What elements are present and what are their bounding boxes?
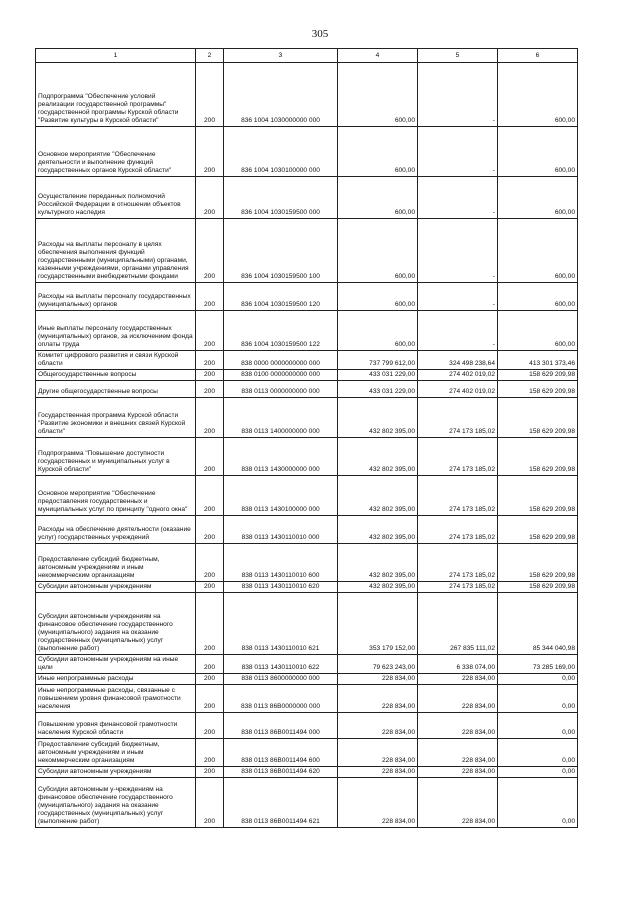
row-remainder-cell: 73 285 169,00: [498, 655, 578, 674]
row-planned-cell: 432 802 395,00: [338, 582, 418, 593]
row-name-cell: Другие общегосударственные вопросы: [36, 381, 196, 398]
row-grbs-cell: 200: [196, 351, 224, 370]
row-name-cell: Основное мероприятие "Обеспечение деятельности и выполнение функций государственных органов Курской области": [36, 127, 196, 177]
row-code-cell: 838 0113 1430110010 600: [224, 544, 338, 582]
row-planned-cell: 600,00: [338, 311, 418, 351]
row-code-cell: 836 1004 1030100000 000: [224, 127, 338, 177]
row-code-cell: 838 0000 0000000000 000: [224, 351, 338, 370]
row-planned-cell: 433 031 229,00: [338, 370, 418, 381]
table-row: [36, 516, 578, 544]
row-code-cell: 838 0113 1430110010 622: [224, 655, 338, 674]
row-name-cell: Иные непрограммные расходы, связанные с повышением уровня финансовой грамотности населения: [36, 685, 196, 713]
row-remainder-cell: 600,00: [498, 127, 578, 177]
row-planned-cell: 228 834,00: [338, 739, 418, 767]
row-remainder-cell: 600,00: [498, 311, 578, 351]
table-row: [36, 398, 578, 438]
header-cell: 6: [498, 49, 578, 63]
row-grbs-cell: 200: [196, 685, 224, 713]
row-remainder-cell: 158 629 209,98: [498, 582, 578, 593]
row-remainder-cell: 600,00: [498, 283, 578, 311]
row-remainder-cell: 0,00: [498, 739, 578, 767]
row-code-cell: 836 1004 1030159500 122: [224, 311, 338, 351]
row-name-cell: Повышение уровня финансовой грамотности населения Курской области: [36, 713, 196, 739]
table-row: [36, 63, 578, 127]
row-code-cell: 838 0113 1430000000 000: [224, 438, 338, 476]
row-executed-cell: -: [418, 63, 498, 127]
row-code-cell: 838 0113 86B0011494 600: [224, 739, 338, 767]
row-name-cell: Комитет цифрового развития и связи Курской области: [36, 351, 196, 370]
row-grbs-cell: 200: [196, 713, 224, 739]
row-remainder-cell: 158 629 209,98: [498, 438, 578, 476]
table-row: [36, 177, 578, 219]
row-executed-cell: 228 834,00: [418, 778, 498, 828]
table-row: [36, 351, 578, 370]
row-planned-cell: 600,00: [338, 177, 418, 219]
row-grbs-cell: 200: [196, 381, 224, 398]
table-row: [36, 582, 578, 593]
table-row: [36, 127, 578, 177]
row-executed-cell: 228 834,00: [418, 674, 498, 685]
row-remainder-cell: 600,00: [498, 219, 578, 283]
header-cell: 5: [418, 49, 498, 63]
table-row: [36, 674, 578, 685]
row-planned-cell: 600,00: [338, 219, 418, 283]
row-planned-cell: 433 031 229,00: [338, 381, 418, 398]
row-grbs-cell: 200: [196, 283, 224, 311]
row-executed-cell: 228 834,00: [418, 713, 498, 739]
row-name-cell: Субсидии автономным учреждениям на иные цели: [36, 655, 196, 674]
row-executed-cell: 324 498 238,64: [418, 351, 498, 370]
row-planned-cell: 600,00: [338, 63, 418, 127]
row-code-cell: 838 0113 0000000000 000: [224, 381, 338, 398]
table-row: [36, 370, 578, 381]
row-planned-cell: 228 834,00: [338, 685, 418, 713]
table-row: [36, 311, 578, 351]
row-name-cell: Подпрограмма "Повышение доступности государственных и муниципальных услуг в Курской области": [36, 438, 196, 476]
row-code-cell: 836 1004 1030159500 120: [224, 283, 338, 311]
row-executed-cell: 274 402 019,02: [418, 370, 498, 381]
header-cell: 4: [338, 49, 418, 63]
table-row: [36, 544, 578, 582]
row-name-cell: Предоставление субсидий бюджетным, автономным учреждениям и иным некоммерческим организациям: [36, 544, 196, 582]
row-planned-cell: 432 802 395,00: [338, 398, 418, 438]
table-row: [36, 593, 578, 655]
row-remainder-cell: 158 629 209,98: [498, 544, 578, 582]
row-name-cell: Иные непрограммные расходы: [36, 674, 196, 685]
row-remainder-cell: 158 629 209,98: [498, 370, 578, 381]
row-name-cell: Иные выплаты персоналу государственных (муниципальных) органов, за исключением фонда оплаты труда: [36, 311, 196, 351]
table-row: [36, 713, 578, 739]
row-remainder-cell: 158 629 209,98: [498, 516, 578, 544]
row-name-cell: Субсидии автономным учреждениям: [36, 582, 196, 593]
row-remainder-cell: 600,00: [498, 177, 578, 219]
row-remainder-cell: 0,00: [498, 767, 578, 778]
row-executed-cell: -: [418, 177, 498, 219]
row-code-cell: 838 0113 1400000000 000: [224, 398, 338, 438]
row-remainder-cell: 158 629 209,98: [498, 381, 578, 398]
row-executed-cell: 6 338 074,00: [418, 655, 498, 674]
row-remainder-cell: 0,00: [498, 713, 578, 739]
row-grbs-cell: 200: [196, 219, 224, 283]
row-name-cell: Субсидии автономным у-чреждениям на финансовое обеспечение государственного (муниципального) задания на оказание государственных (муниципальных) услуг (выполнение работ): [36, 778, 196, 828]
row-remainder-cell: 600,00: [498, 63, 578, 127]
row-executed-cell: -: [418, 283, 498, 311]
row-executed-cell: 267 835 111,02: [418, 593, 498, 655]
row-planned-cell: 228 834,00: [338, 674, 418, 685]
row-executed-cell: -: [418, 127, 498, 177]
table-row: [36, 767, 578, 778]
row-grbs-cell: 200: [196, 516, 224, 544]
row-name-cell: Субсидии автономным учреждениям: [36, 767, 196, 778]
row-name-cell: Расходы на обеспечение деятельности (оказание услуг) государственных учреждений: [36, 516, 196, 544]
row-planned-cell: 432 802 395,00: [338, 544, 418, 582]
row-executed-cell: 274 173 185,02: [418, 544, 498, 582]
table-row: [36, 476, 578, 516]
table-row: [36, 778, 578, 828]
row-planned-cell: 228 834,00: [338, 767, 418, 778]
row-remainder-cell: 158 629 209,98: [498, 476, 578, 516]
row-code-cell: 836 1004 1030159500 100: [224, 219, 338, 283]
row-name-cell: Расходы на выплаты персоналу в целях обеспечения выполнения функций государственными (муниципальными) органами, казенными учреждениями, органами управления государственными внебюджетными фондами: [36, 219, 196, 283]
row-executed-cell: 228 834,00: [418, 767, 498, 778]
row-planned-cell: 79 623 243,00: [338, 655, 418, 674]
row-executed-cell: -: [418, 311, 498, 351]
row-executed-cell: 228 834,00: [418, 739, 498, 767]
row-planned-cell: 228 834,00: [338, 778, 418, 828]
row-grbs-cell: 200: [196, 582, 224, 593]
table-header-row: [36, 49, 578, 63]
table-row: [36, 685, 578, 713]
row-name-cell: Предоставление субсидий бюджетным, автономным учреждениям и иным некоммерческим организациям: [36, 739, 196, 767]
row-grbs-cell: 200: [196, 739, 224, 767]
row-grbs-cell: 200: [196, 370, 224, 381]
table-row: [36, 381, 578, 398]
row-grbs-cell: 200: [196, 674, 224, 685]
row-planned-cell: 737 799 612,00: [338, 351, 418, 370]
row-planned-cell: 432 802 395,00: [338, 438, 418, 476]
row-planned-cell: 432 802 395,00: [338, 516, 418, 544]
row-code-cell: 838 0113 1430100000 000: [224, 476, 338, 516]
budget-table: [35, 48, 578, 828]
row-executed-cell: 228 834,00: [418, 685, 498, 713]
row-grbs-cell: 200: [196, 63, 224, 127]
row-grbs-cell: 200: [196, 476, 224, 516]
row-name-cell: Осуществление переданных полномочий Российской Федерации в отношении объектов культурного наследия: [36, 177, 196, 219]
page-number: 305: [311, 28, 329, 40]
row-code-cell: 838 0113 1430110010 620: [224, 582, 338, 593]
row-name-cell: Государственная программа Курской области "Развитие экономики и внешних связей Курской области": [36, 398, 196, 438]
row-grbs-cell: 200: [196, 177, 224, 219]
header-cell: 3: [224, 49, 338, 63]
row-code-cell: 838 0100 0000000000 000: [224, 370, 338, 381]
row-executed-cell: -: [418, 219, 498, 283]
row-executed-cell: 274 173 185,02: [418, 582, 498, 593]
row-code-cell: 836 1004 1030159500 000: [224, 177, 338, 219]
row-name-cell: Расходы на выплаты персоналу государственных (муниципальных) органов: [36, 283, 196, 311]
row-code-cell: 838 0113 86B0000000 000: [224, 685, 338, 713]
row-planned-cell: 600,00: [338, 283, 418, 311]
row-code-cell: 838 0113 86B0011494 000: [224, 713, 338, 739]
row-grbs-cell: 200: [196, 438, 224, 476]
row-remainder-cell: 413 301 373,46: [498, 351, 578, 370]
table-row: [36, 219, 578, 283]
row-code-cell: 836 1004 1030000000 000: [224, 63, 338, 127]
row-remainder-cell: 0,00: [498, 778, 578, 828]
table-row: [36, 283, 578, 311]
row-code-cell: 838 0113 86B0011494 620: [224, 767, 338, 778]
table-row: [36, 655, 578, 674]
table-row: [36, 739, 578, 767]
row-remainder-cell: 158 629 209,98: [498, 398, 578, 438]
row-executed-cell: 274 402 019,02: [418, 381, 498, 398]
row-executed-cell: 274 173 185,02: [418, 398, 498, 438]
row-remainder-cell: 0,00: [498, 674, 578, 685]
row-grbs-cell: 200: [196, 127, 224, 177]
row-planned-cell: 600,00: [338, 127, 418, 177]
row-grbs-cell: 200: [196, 767, 224, 778]
row-executed-cell: 274 173 185,02: [418, 438, 498, 476]
row-planned-cell: 353 179 152,00: [338, 593, 418, 655]
row-planned-cell: 228 834,00: [338, 713, 418, 739]
row-code-cell: 838 0113 86B0011494 621: [224, 778, 338, 828]
row-name-cell: Субсидии автономным учреждениям на финансовое обеспечение государственного (муниципального) задания на оказание государственных (муниципальных) услуг (выполнение работ): [36, 593, 196, 655]
row-code-cell: 838 0113 1430110010 000: [224, 516, 338, 544]
row-grbs-cell: 200: [196, 655, 224, 674]
row-name-cell: Общегосударственные вопросы: [36, 370, 196, 381]
row-name-cell: Подпрограмма "Обеспечение условий реализации государственной программы" государственной программы Курской области "Развитие культуры в Курской области": [36, 63, 196, 127]
row-grbs-cell: 200: [196, 398, 224, 438]
header-cell: 2: [196, 49, 224, 63]
row-code-cell: 838 0113 8600000000 000: [224, 674, 338, 685]
row-grbs-cell: 200: [196, 544, 224, 582]
row-remainder-cell: 85 344 040,98: [498, 593, 578, 655]
table-row: [36, 438, 578, 476]
row-remainder-cell: 0,00: [498, 685, 578, 713]
row-grbs-cell: 200: [196, 593, 224, 655]
row-planned-cell: 432 802 395,00: [338, 476, 418, 516]
row-name-cell: Основное мероприятие "Обеспечение предоставления государственных и муниципальных услуг по принципу "одного окна": [36, 476, 196, 516]
header-cell: 1: [36, 49, 196, 63]
row-grbs-cell: 200: [196, 311, 224, 351]
row-grbs-cell: 200: [196, 778, 224, 828]
row-executed-cell: 274 173 185,02: [418, 476, 498, 516]
row-executed-cell: 274 173 185,02: [418, 516, 498, 544]
row-code-cell: 838 0113 1430110010 621: [224, 593, 338, 655]
